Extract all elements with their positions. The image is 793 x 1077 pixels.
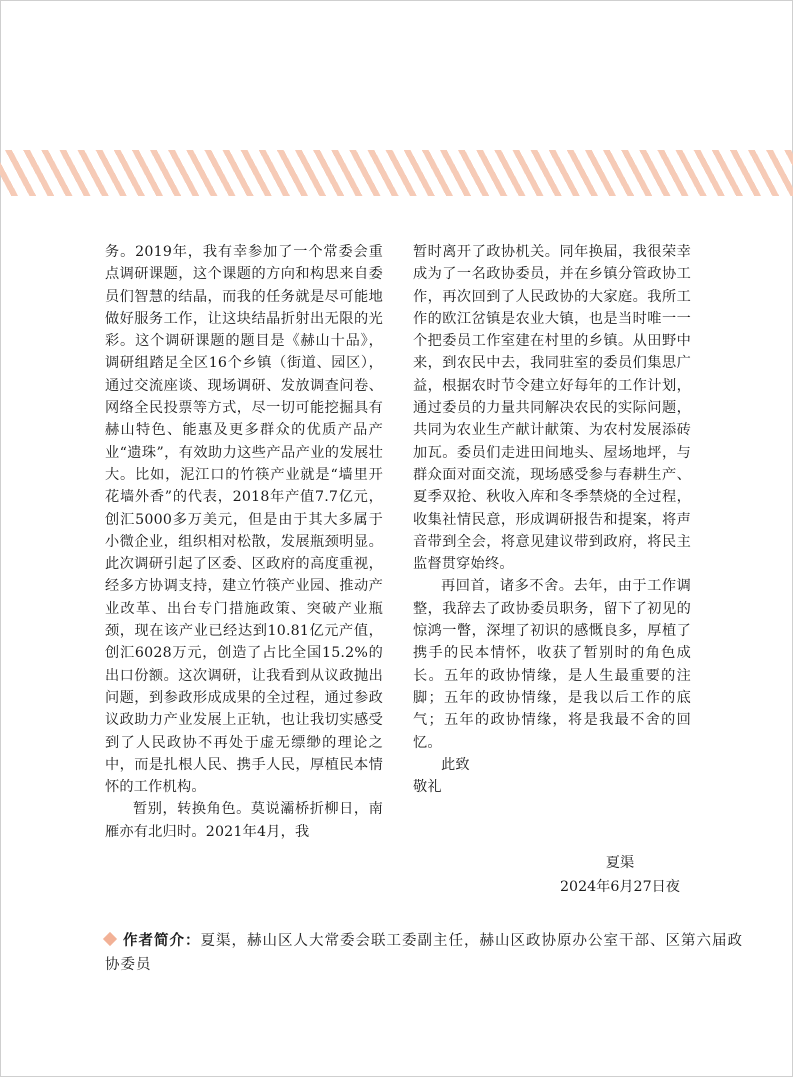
left-paragraph-1: 务。2019年，我有幸参加了一个常委会重点调研课题，这个课题的方向和构思来自委员们智慧的结晶，而我的任务就是尽可能地做好服务工作，让这块结晶折射出无限的光彩。这个调研课题的题目是《赫山十品》，调研组踏足全区16个乡镇（街道、园区），通过交流座谈、现场调研、发放调查问卷、网络全民投票等方式，尽一切可能挖掘具有赫山特色、能惠及更多群众的优质产品产业“遗珠”，有效助力这些产品产业的发展壮大。比如，泥江口的竹筷产业就是“墙里开花墙外香”的代表，2018年产值7.7亿元，创汇5000多万美元，但是由于其大多属于小微企业，组织相对松散，发展瓶颈明显。此次调研引起了区委、区政府的高度重视，经多方协调支持，建立竹筷产业园、推动产业改革、出台专门措施政策、突破产业瓶颈，现在该产业已经达到10.81亿元产值，创汇6028万元，创造了占比全国15.2%的出口份额。这次调研，让我看到从议政抛出问题，到参政形成成果的全过程，通过参政议政助力产业发展上正轨，也让我切实感受到了人民政协不再处于虚无缥缈的理论之中，而是扎根人民、携手人民，厚植民本情怀的工作机构。 — [105, 244, 383, 796]
right-paragraph-2: 再回首，诸多不舍。去年，由于工作调整，我辞去了政协委员职务，留下了初见的惊鸿一瞥，深埋了初识的感慨良多，厚植了携手的民本情怀，收获了暂别时的角色成长。五年的政协情缘，是人生最重要的注脚；五年的政协情缘，是我以后工作的底气；五年的政协情缘，将是我最不舍的回忆。 — [413, 578, 691, 751]
decorative-stripe-band — [0, 150, 793, 196]
diamond-bullet-icon — [103, 932, 117, 946]
author-bio — [105, 929, 745, 977]
right-column — [413, 241, 691, 798]
signature-date: 2024年6月27日夜 — [560, 879, 680, 895]
left-paragraph-2: 暂别，转换角色。莫说灞桥折柳日，南雁亦有北归时。2021年4月，我 — [105, 801, 383, 840]
closing-salutation: 此致 — [441, 756, 470, 773]
right-paragraph-1: 暂时离开了政协机关。同年换届，我很荣幸成为了一名政协委员，并在乡镇分管政协工作，再次回到了人民政协的大家庭。我所工作的欧江岔镇是农业大镇，也是当时唯一一个把委员工作室建在村里的乡镇。从田野中来，到农民中去，我同驻室的委员们集思广益，根据农时节令建立好每年的工作计划，通过委员的力量共同解决农民的实际问题，共同为农业生产献计献策、为农村发展添砖加瓦。委员们走进田间地头、屋场地坪，与群众面对面交流，现场感受参与春耕生产、夏季双抢、秋收入库和冬季禁烧的全过程，收集社情民意，形成调研报告和提案，将声音带到全会，将意见建议带到政府，将民主监督贯穿始终。 — [413, 244, 691, 573]
author-text: 夏渠，赫山区人大常委会联工委副主任，赫山区政协原办公室干部、区第六届政协委员 — [105, 933, 743, 973]
closing-respect: 敬礼 — [413, 779, 442, 796]
left-column — [105, 241, 383, 843]
author-label: 作者简介： — [123, 932, 201, 949]
signature-name: 夏渠 — [605, 855, 635, 871]
signature-block — [520, 851, 720, 899]
